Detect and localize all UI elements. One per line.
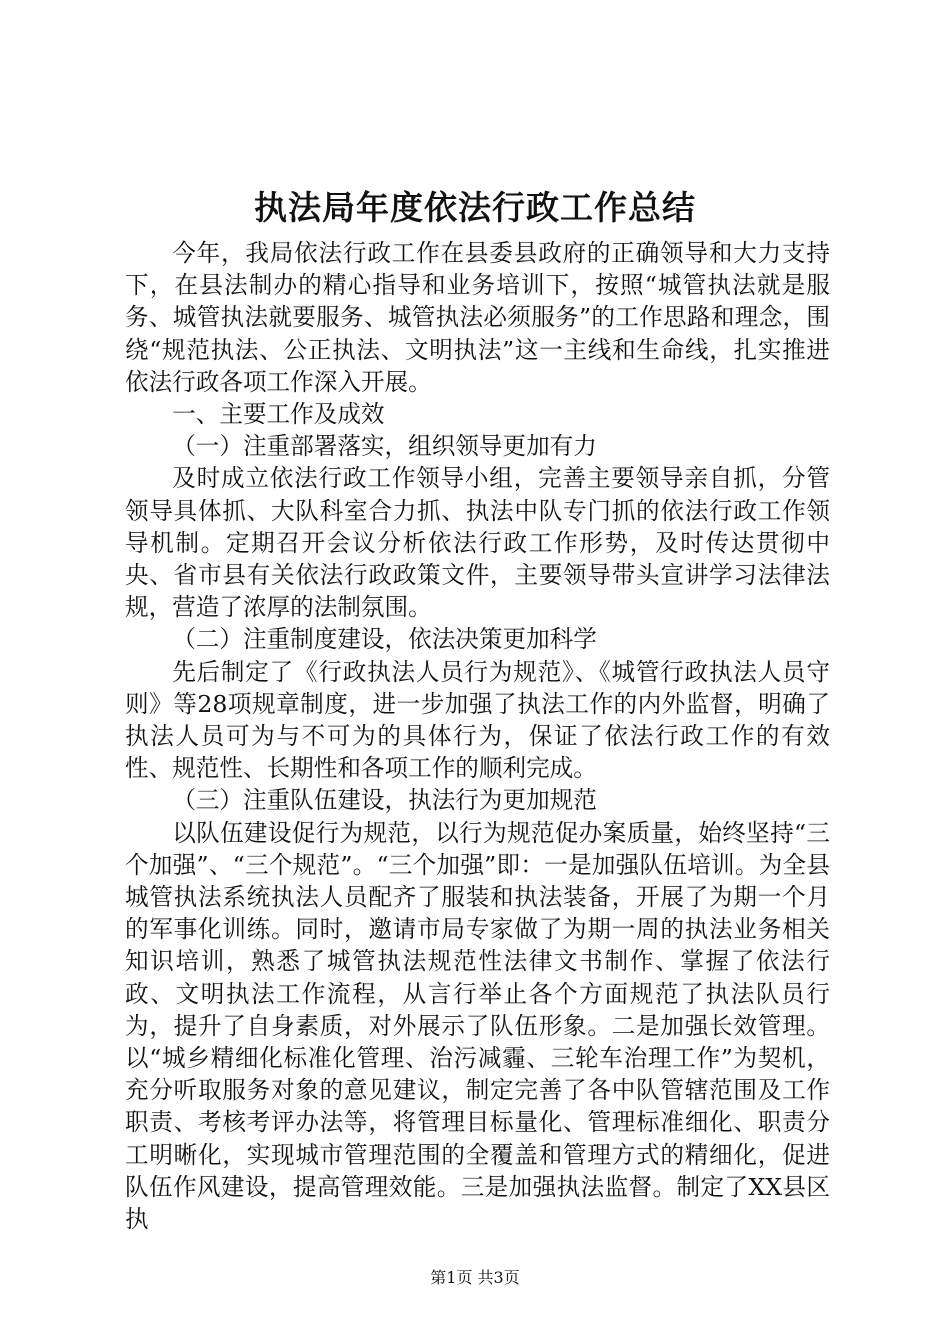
document-title: 执法局年度依法行政工作总结 xyxy=(254,188,696,227)
document-body xyxy=(125,237,830,1235)
subsection-paragraph-2: 先后制定了《行政执法人员行为规范》、《城管行政执法人员守则》等28项规章制度，进一步加强了执法工作的内外监督，明确了执法人员可为与不可为的具体行为，保证了依法行政工作的有效性、规范性、长期性和各项工作的顺利完成。 xyxy=(125,657,830,783)
subsection-heading-2: （二）注重制度建设，依法决策更加科学 xyxy=(172,625,597,654)
subsection-heading-1: （一）注重部署落实，组织领导更加有力 xyxy=(172,432,597,461)
subsection-heading-3: （三）注重队伍建设，执法行为更加规范 xyxy=(172,786,597,815)
page-footer xyxy=(0,1268,950,1288)
subsection-paragraph-3: 以队伍建设促行为规范，以行为规范促办案质量，始终坚持“三个加强”、“三个规范”。“三个加强”即：一是加强队伍培训。为全县城管执法系统执法人员配齐了服装和执法装备，开展了为期一个月的军事化训练。同时，邀请市局专家做了为期一周的执法业务相关知识培训，熟悉了城管执法规范性法律文书制作、掌握了依法行政、文明执法工作流程，从言行举止各个方面规范了执法队员行为，提升了自身素质，对外展示了队伍形象。二是加强长效管理。以“城乡精细化标准化管理、治污减霾、三轮车治理工作”为契机，充分听取服务对象的意见建议，制定完善了各中队管辖范围及工作职责、考核考评办法等，将管理目标量化、管理标准细化、职责分工明晰化，实现城市管理范围的全覆盖和管理方式的精细化，促进队伍作风建设，提高管理效能。三是加强执法监督。制定了XX县区执 xyxy=(125,818,830,1234)
intro-paragraph: 今年，我局依法行政工作在县委县政府的正确领导和大力支持下，在县法制办的精心指导和业务培训下，按照“城管执法就是服务、城管执法就要服务、城管执法必须服务”的工作思路和理念，围绕“规范执法、公正执法、文明执法”这一主线和生命线，扎实推进依法行政各项工作深入开展。 xyxy=(125,239,830,396)
page-number: 第1页 共3页 xyxy=(430,1268,520,1287)
section-heading-main-work: 一、主要工作及成效 xyxy=(172,400,385,429)
subsection-paragraph-1: 及时成立依法行政工作领导小组，完善主要领导亲自抓，分管领导具体抓、大队科室合力抓、执法中队专门抓的依法行政工作领导机制。定期召开会议分析依法行政工作形势，及时传达贯彻中央、省市县有关依法行政政策文件，主要领导带头宣讲学习法律法规，营造了浓厚的法制氛围。 xyxy=(125,464,830,622)
